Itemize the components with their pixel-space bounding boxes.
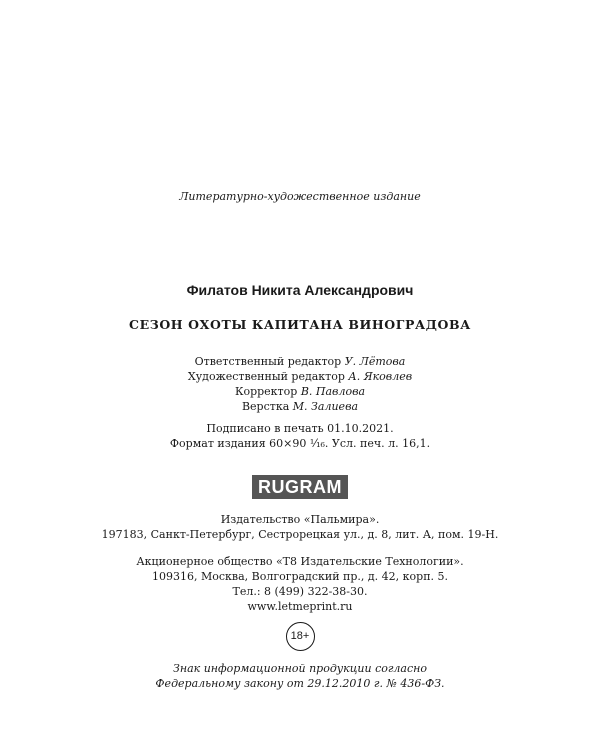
- printer-website: www.letmeprint.ru: [247, 600, 353, 613]
- credit-name: В. Павлова: [300, 385, 366, 398]
- credit-row-art-editor: [0, 369, 600, 384]
- rugram-logo: RUGRAM: [252, 475, 348, 499]
- age-rating-note: [0, 661, 600, 691]
- print-signed: Подписано в печать 01.10.2021.: [206, 422, 394, 435]
- credit-name: М. Залиева: [292, 400, 359, 413]
- printer-name: Акционерное общество «Т8 Издательские Технологии».: [136, 555, 464, 568]
- age-note-line2: Федеральному закону от 29.12.2010 г. № 436-ФЗ.: [155, 677, 445, 690]
- age-rating-badge: 18+: [286, 622, 315, 651]
- printer-phone: Тел.: 8 (499) 322-38-30.: [232, 585, 368, 598]
- credit-role: Корректор: [234, 385, 298, 398]
- book-title: СЕЗОН ОХОТЫ КАПИТАНА ВИНОГРАДОВА: [129, 317, 471, 332]
- publisher-info: [0, 512, 600, 542]
- credit-role: Художественный редактор: [187, 370, 345, 383]
- credits-block: [0, 354, 600, 414]
- author-name: Филатов Никита Александрович: [186, 282, 414, 298]
- print-format: Формат издания 60×90 ¹⁄₁₆. Усл. печ. л. 16,1.: [169, 437, 431, 450]
- edition-type: Литературно-художественное издание: [179, 190, 421, 203]
- credit-row-proofreader: [0, 384, 600, 399]
- credit-row-chief-editor: [0, 354, 600, 369]
- publisher-address: 197183, Санкт-Петербург, Сестрорецкая ул., д. 8, лит. А, пом. 19-Н.: [101, 528, 499, 541]
- age-note-line1: Знак информационной продукции согласно: [172, 662, 428, 675]
- credit-name: У. Лётова: [344, 355, 406, 368]
- printer-info: [0, 554, 600, 614]
- credit-role: Верстка: [241, 400, 290, 413]
- credit-role: Ответственный редактор: [194, 355, 342, 368]
- credit-row-layout: [0, 399, 600, 414]
- logo-container: [0, 475, 600, 499]
- printer-address: 109316, Москва, Волгоградский пр., д. 42, корп. 5.: [151, 570, 449, 583]
- credit-name: А. Яковлев: [348, 370, 413, 383]
- publisher-name: Издательство «Пальмира».: [220, 513, 380, 526]
- age-rating-container: [0, 622, 600, 652]
- print-info: [0, 421, 600, 451]
